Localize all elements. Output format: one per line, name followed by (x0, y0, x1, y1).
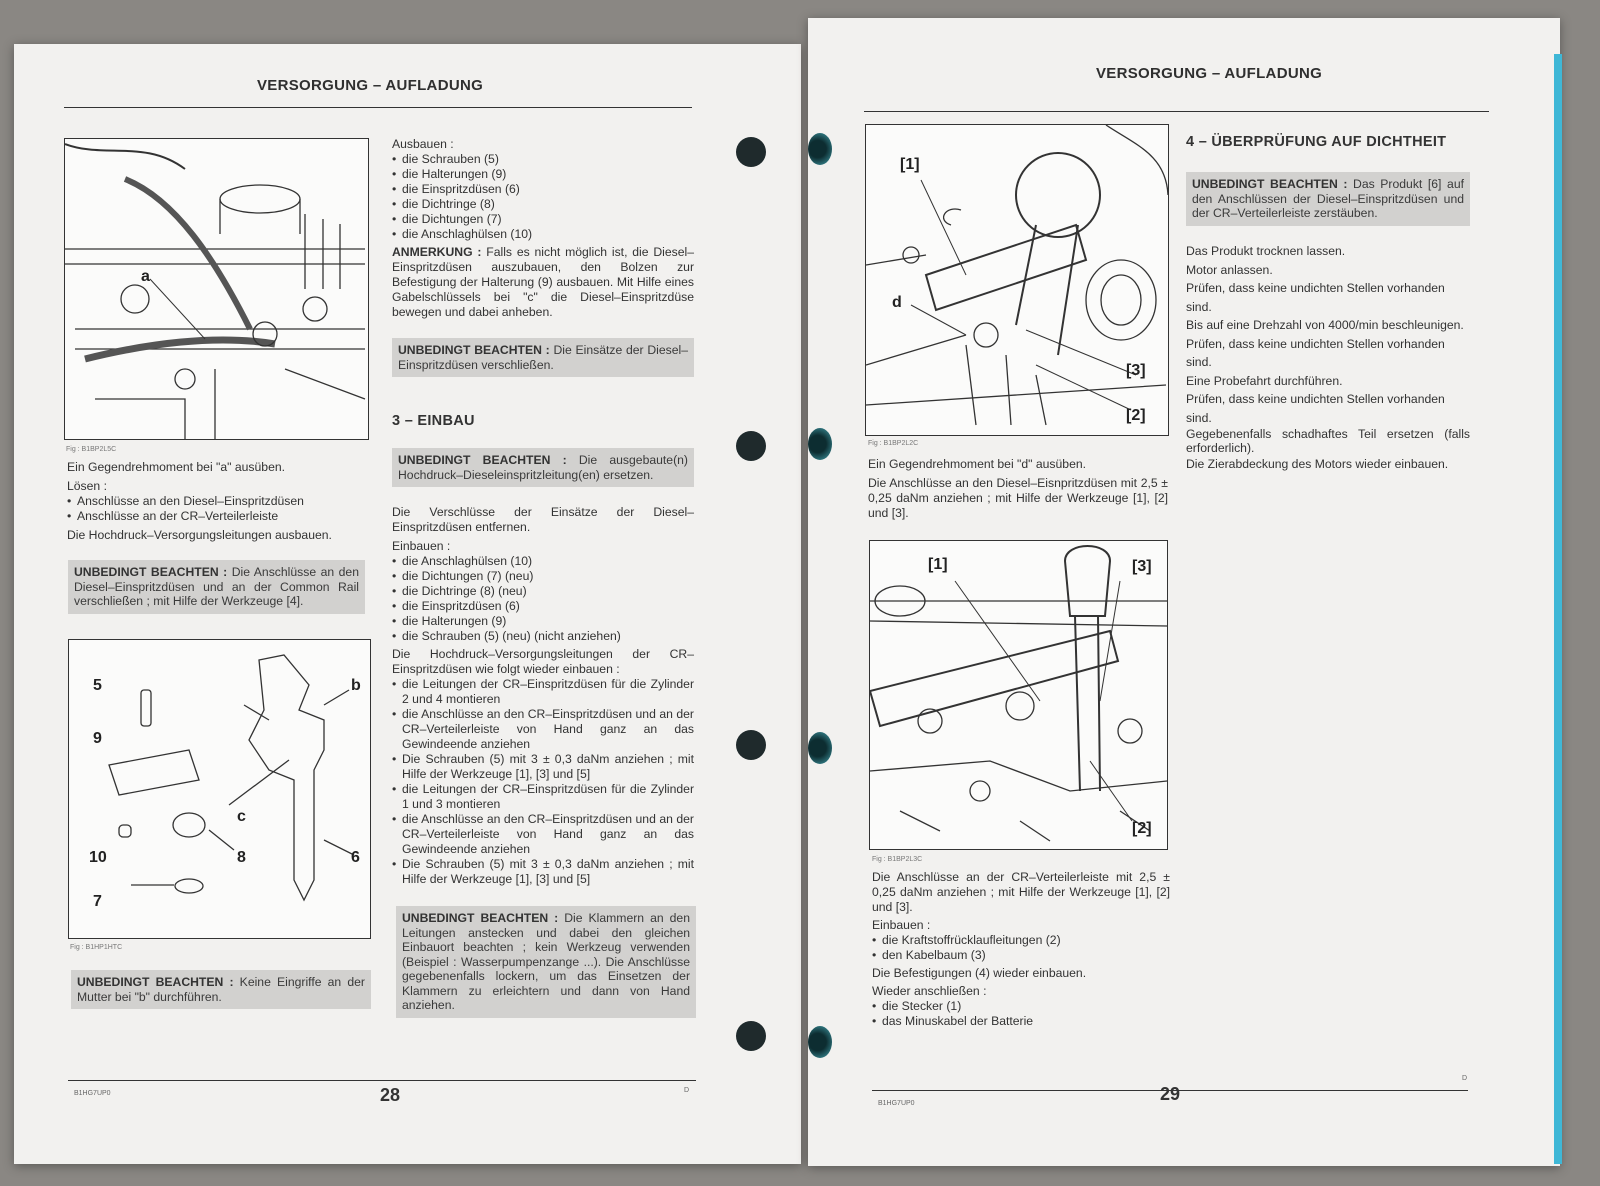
check-step: Gegebenenfalls schadhaftes Teil ersetzen (falls erforderlich). (1186, 427, 1470, 455)
warning-note (1186, 172, 1470, 226)
footer-rule (68, 1080, 696, 1081)
list-item: • die Dichtungen (7) (neu) (392, 569, 694, 584)
figure-label: 9 (93, 730, 102, 747)
figure-injector-parts (68, 639, 371, 939)
instruction-block-1 (67, 460, 367, 543)
list-title: Ausbauen : (392, 137, 454, 151)
figure-label: a (141, 268, 150, 285)
page-number: 29 (1160, 1084, 1181, 1104)
check-step: Bis auf eine Drehzahl von 4000/min beschleunigen. (1186, 318, 1464, 332)
list-item: • die Halterungen (9) (392, 167, 694, 182)
figure-caption: Fig : B1BP2L2C (868, 440, 919, 447)
list-item: • die Anschlüsse an den CR–Einspritzdüsen und an der CR–Verteilerleiste von Hand ganz an das Gewindeende anziehen (392, 707, 694, 752)
list-item: • die Einspritzdüsen (6) (392, 182, 694, 197)
removal-block (392, 137, 694, 320)
binder-hole (808, 428, 832, 460)
figure-caption: Fig : B1BP2L3C (872, 856, 923, 863)
list-title: Einbauen : (872, 918, 931, 932)
instruction: Die Befestigungen (4) wieder einbauen. (872, 966, 1087, 980)
list-item: • Die Schrauben (5) mit 3 ± 0,3 daNm anziehen ; mit Hilfe der Werkzeuge [1], [3] und [5] (392, 752, 694, 782)
figure-label: [1] (928, 556, 948, 573)
install-block (392, 505, 694, 887)
figure-label: [2] (1132, 820, 1152, 837)
note-text: Die ausgebaute(n) Hochdruck–Dieseleinspritzleitung(en) ersetzen. (398, 453, 688, 482)
note-text: Keine Eingriffe an der Mutter bei "b" durchführen. (77, 975, 365, 1004)
binder-hole (736, 1021, 766, 1051)
figure-caption: Fig : B1BP2L5C (66, 446, 117, 453)
figure-label: [2] (1126, 407, 1146, 424)
footer-code: B1HG7UP0 (878, 1100, 915, 1107)
check-step: Prüfen, dass keine undichten Stellen vorhanden sind. (1186, 392, 1445, 425)
check-step: Eine Probefahrt durchführen. (1186, 373, 1343, 388)
list-item: • den Kabelbaum (3) (872, 948, 1170, 963)
figure-label: [3] (1132, 558, 1152, 575)
list-title: Einbauen : (392, 539, 451, 553)
list-item: • die Leitungen der CR–Einspritzdüsen für die Zylinder 1 und 3 montieren (392, 782, 694, 812)
list-item: • Die Schrauben (5) mit 3 ± 0,3 daNm anziehen ; mit Hilfe der Werkzeuge [1], [3] und [5] (392, 857, 694, 887)
tool-on-injector-illustration (866, 125, 1168, 435)
reassembly-block (872, 870, 1170, 1029)
check-step: Prüfen, dass keine undichten Stellen vorhanden sind. (1186, 336, 1445, 369)
footer-mark: D (684, 1087, 690, 1094)
list-item: • die Kraftstoffrücklaufleitungen (2) (872, 933, 1170, 948)
note-text: Die Anschlüsse an den Diesel–Einspritzdüsen und an der Common Rail verschließen ; mit Hilfe der Werkzeuge [4]. (74, 565, 359, 608)
header-rule (64, 107, 692, 108)
section-heading: 3 – EINBAU (392, 413, 475, 429)
list-item: • Anschlüsse an den Diesel–Einspritzdüsen (67, 494, 367, 509)
binder-hole (808, 732, 832, 764)
tool-on-rail-illustration (870, 541, 1167, 849)
note-label: UNBEDINGT BEACHTEN : (398, 453, 567, 467)
list-item: • die Anschlüsse an den CR–Einspritzdüsen und an der CR–Verteilerleiste von Hand ganz an das Gewindeende anziehen (392, 812, 694, 857)
left-page (14, 44, 801, 1164)
instruction: Die Hochdruck–Versorgungsleitungen der CR–Einspritzdüsen wie folgt wieder einbauen : (392, 647, 694, 676)
binder-hole (736, 137, 766, 167)
figure-tool-on-injector (865, 124, 1169, 436)
list-item: • die Einspritzdüsen (6) (392, 599, 694, 614)
figure-label: b (351, 677, 361, 694)
note-label: UNBEDINGT BEACHTEN : (74, 565, 228, 579)
note-label: UNBEDINGT BEACHTEN : (77, 975, 234, 989)
note-label: UNBEDINGT BEACHTEN : (1192, 177, 1348, 191)
remark-label: ANMERKUNG : (392, 245, 482, 259)
figure-label: c (237, 808, 246, 825)
instruction: Lösen : (67, 479, 107, 493)
list-item: • das Minuskabel der Batterie (872, 1014, 1170, 1029)
figure-label: 10 (89, 849, 107, 866)
instruction: Die Anschlüsse an der CR–Verteilerleiste mit 2,5 ± 0,25 daNm anziehen ; mit Hilfe der Werkzeuge [1], [2] und [3]. (872, 870, 1170, 914)
list-item: • die Dichtringe (8) (392, 197, 694, 212)
warning-note (71, 970, 371, 1009)
instruction: Die Hochdruck–Versorgungsleitungen ausbauen. (67, 528, 332, 542)
engine-wrench-illustration (65, 139, 368, 439)
list-item: • die Schrauben (5) (392, 152, 694, 167)
check-step: Motor anlassen. (1186, 262, 1273, 277)
figure-caption: Fig : B1HP1HTC (70, 944, 123, 951)
list-item: • die Halterungen (9) (392, 614, 694, 629)
footer-code: B1HG7UP0 (74, 1090, 111, 1097)
figure-label: 6 (351, 849, 360, 866)
right-page (808, 18, 1560, 1166)
check-step: Das Produkt trocknen lassen. (1186, 244, 1346, 258)
list-item: • die Dichtungen (7) (392, 212, 694, 227)
remark (392, 245, 694, 320)
running-head: VERSORGUNG – AUFLADUNG (257, 77, 484, 94)
page-number: 28 (380, 1085, 401, 1105)
running-head: VERSORGUNG – AUFLADUNG (1096, 65, 1323, 82)
remark-text: Falls es nicht möglich ist, die Diesel–Einspritzdüsen auszubauen, den Bolzen zur Befestigung der Halterung (9) ausbauen. Mit Hilfe eines Gabelschlüssels bei "c" die Diesel–Einspritzdüse bewegen und dabei anheben. (392, 245, 695, 319)
note-text: Die Klammern an den Leitungen anstecken und dabei den gleichen Einbauort beachten ; kein Werkzeug verwenden (Beispiel : Wasserpumpenzange ...). Die Anschlüsse gegebenenfalls lockern, um das Einsetzen der Klammern zu erleichtern und dann von Hand anziehen. (402, 911, 690, 1012)
list-item: • die Anschlaghülsen (10) (392, 554, 694, 569)
note-text: Das Produkt [6] auf den Anschlüssen der Diesel–Einspritzdüsen und der CR–Verteilerleiste zerstäuben. (1192, 177, 1464, 220)
figure-label: d (892, 294, 902, 311)
injector-parts-illustration (69, 640, 370, 938)
list-item: • die Schrauben (5) (neu) (nicht anziehen) (392, 629, 694, 644)
figure-label: 5 (93, 677, 102, 694)
section-heading: 4 – ÜBERPRÜFUNG AUF DICHTHEIT (1186, 134, 1447, 150)
instruction: Ein Gegendrehmoment bei "d" ausüben. (868, 457, 1087, 471)
binder-hole (808, 133, 832, 165)
note-label: UNBEDINGT BEACHTEN : (402, 911, 559, 925)
list-title: Wieder anschließen : (872, 984, 987, 998)
instruction: Ein Gegendrehmoment bei "a" ausüben. (67, 460, 286, 474)
figure-label: [1] (900, 156, 920, 173)
figure-label: [3] (1126, 362, 1146, 379)
check-step: Prüfen, dass keine undichten Stellen vorhanden sind. (1186, 281, 1445, 314)
instruction: Die Anschlüsse an den Diesel–Eisnpritzdüsen mit 2,5 ± 0,25 daNm anziehen ; mit Hilfe der Werkzeuge [1], [2] und [3]. (868, 476, 1168, 520)
list-item: • die Stecker (1) (872, 999, 1170, 1014)
binder-hole (808, 1026, 832, 1058)
note-label: UNBEDINGT BEACHTEN : (398, 343, 550, 357)
binder-hole (736, 730, 766, 760)
footer-mark: D (1462, 1075, 1468, 1082)
figure-label: 8 (237, 849, 246, 866)
warning-note (392, 338, 694, 377)
list-item: • die Anschlaghülsen (10) (392, 227, 694, 242)
list-item: • Anschlüsse an der CR–Verteilerleiste (67, 509, 367, 524)
header-rule (864, 111, 1489, 112)
note-text: Die Einsätze der Diesel–Einspritzdüsen verschließen. (398, 343, 688, 372)
figure-label: 7 (93, 893, 102, 910)
leak-check-list (1186, 242, 1470, 474)
list-item: • die Leitungen der CR–Einspritzdüsen für die Zylinder 2 und 4 montieren (392, 677, 694, 707)
warning-note (68, 560, 365, 614)
warning-note (396, 906, 696, 1018)
check-step: Die Zierabdeckung des Motors wieder einbauen. (1186, 457, 1449, 471)
instruction: Die Verschlüsse der Einsätze der Diesel–Einspritzdüsen entfernen. (392, 505, 694, 534)
binder-hole (736, 431, 766, 461)
page-edge-accent (1554, 54, 1562, 1164)
figure-engine-wrench (64, 138, 369, 440)
warning-note (392, 448, 694, 487)
figure-tool-on-rail (869, 540, 1168, 850)
list-item: • die Dichtringe (8) (neu) (392, 584, 694, 599)
torque-block (868, 457, 1168, 521)
